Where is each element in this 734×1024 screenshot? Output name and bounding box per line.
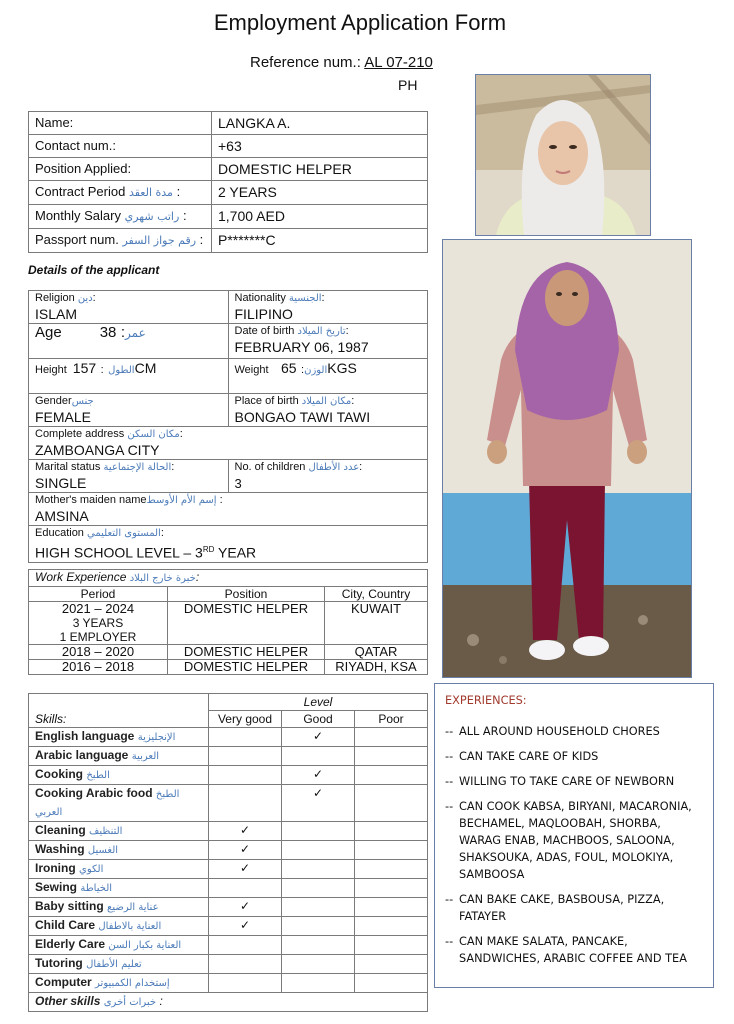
dash-bullet-icon: -- [445, 725, 454, 738]
pob-suffix: : [351, 395, 355, 407]
skill-name: Washing [35, 842, 85, 856]
reference-number: AL 07-210 [364, 54, 433, 71]
children-label: No. of children [234, 461, 306, 473]
height-cell [29, 359, 229, 394]
basic-info-table [28, 111, 428, 253]
field-label-ar: مدة العقد [128, 186, 173, 199]
skill-level-very-good [209, 936, 282, 955]
place-of-birth-cell [228, 394, 428, 427]
experience-text: ALL AROUND HOUSEHOLD CHORES [459, 725, 660, 738]
education-value [35, 541, 427, 562]
skill-name: Computer [35, 975, 92, 989]
experience-item [445, 748, 703, 765]
skill-level-good [282, 728, 355, 747]
skill-name-cell [29, 936, 209, 955]
address-value: ZAMBOANGA CITY [35, 442, 160, 458]
skill-name-ar: الإنجليزية [137, 732, 176, 743]
gender-label-ar: جنس [71, 396, 94, 407]
age-label-ar: عمر [125, 326, 146, 340]
reference-line [250, 54, 433, 71]
pob-label-ar: مكان الميلاد [301, 396, 352, 407]
skill-name-ar: الغسيل [87, 845, 119, 856]
religion-label: Religion [35, 292, 75, 304]
experiences-title: EXPERIENCES: [445, 694, 527, 707]
mother-value: AMSINA [35, 508, 89, 524]
skill-level-poor [355, 974, 428, 993]
age-value: 38 [99, 324, 117, 341]
skill-row [29, 728, 428, 747]
dash-bullet-icon: -- [445, 893, 454, 906]
skill-row [29, 766, 428, 785]
age-cell [29, 324, 229, 359]
skill-level-poor [355, 898, 428, 917]
check-mark-icon: ✓ [312, 729, 324, 743]
work-row [29, 602, 428, 645]
skill-level-good [282, 822, 355, 841]
field-suffix: : [182, 208, 187, 223]
skill-name-cell [29, 955, 209, 974]
skill-row [29, 860, 428, 879]
education-value-sup: RD [202, 545, 215, 554]
skill-row [29, 917, 428, 936]
level-good: Good [282, 711, 355, 728]
skill-level-poor [355, 785, 428, 822]
dash-bullet-icon: -- [445, 935, 454, 948]
basic-info-label [29, 229, 212, 253]
age-suffix: : [120, 324, 126, 341]
skill-name-ar: التنظيف [89, 826, 123, 837]
check-mark-icon: ✓ [239, 842, 251, 856]
work-period-duration: 3 YEARS [72, 616, 124, 630]
skill-level-poor [355, 822, 428, 841]
skill-level-very-good [209, 917, 282, 936]
weight-value: 65KGS [281, 360, 357, 376]
skill-name-ar: العناية بكبار السن [108, 940, 182, 951]
experiences-panel [434, 683, 714, 988]
gender-cell [29, 394, 229, 427]
skill-name: Child Care [35, 918, 96, 932]
skill-level-very-good [209, 822, 282, 841]
work-row [29, 645, 428, 660]
skill-name: Baby sitting [35, 899, 104, 913]
applicant-full-body-photo [442, 239, 692, 678]
weight-label-ar: الوزن [304, 365, 328, 376]
field-suffix: : [199, 232, 204, 247]
other-skills-suffix: : [159, 994, 163, 1008]
skill-name: Sewing [35, 880, 78, 894]
height-suffix: : [100, 364, 104, 376]
mother-label: Mother's maiden name [35, 494, 147, 506]
basic-info-value: P*******C [212, 229, 428, 253]
country-code: PH [398, 77, 418, 93]
work-period [29, 602, 168, 645]
work-experience-suffix: : [195, 570, 200, 584]
basic-info-row [29, 135, 428, 158]
work-experience-table [28, 569, 428, 675]
level-header: Level [209, 694, 428, 711]
skill-name-ar: عناية الرضيع [107, 902, 159, 913]
gender-value: FEMALE [35, 409, 92, 425]
basic-info-row [29, 181, 428, 205]
field-label-ar: راتب شهري [124, 210, 180, 223]
skill-level-poor [355, 860, 428, 879]
skill-name-cell [29, 898, 209, 917]
col-period: Period [29, 587, 168, 602]
col-location: City, Country [325, 587, 428, 602]
skill-name-ar: الكوي [79, 864, 104, 875]
check-mark-icon: ✓ [239, 861, 251, 875]
check-mark-icon: ✓ [239, 899, 251, 913]
work-row [29, 660, 428, 675]
skill-level-poor [355, 747, 428, 766]
basic-info-label [29, 158, 212, 181]
skill-level-good [282, 860, 355, 879]
age-label: Age [35, 324, 62, 341]
date-of-birth-cell [228, 324, 428, 359]
reference-label: Reference num.: [250, 54, 361, 71]
skill-level-good [282, 974, 355, 993]
skill-row [29, 822, 428, 841]
skill-row [29, 898, 428, 917]
education-suffix: : [160, 527, 164, 539]
work-position: DOMESTIC HELPER [168, 602, 325, 645]
skill-level-very-good [209, 747, 282, 766]
weight-label: Weight [234, 364, 269, 376]
skill-level-poor [355, 879, 428, 898]
education-label-ar: المستوى التعليمي [87, 528, 161, 539]
weight-cell [228, 359, 428, 394]
level-very-good: Very good [209, 711, 282, 728]
nationality-suffix: : [321, 292, 325, 304]
basic-info-row [29, 205, 428, 229]
mother-suffix: : [219, 494, 223, 506]
skill-name-cell [29, 785, 209, 822]
pob-value: BONGAO TAWI TAWI [234, 409, 371, 425]
basic-info-value: DOMESTIC HELPER [212, 158, 428, 181]
education-value-tail: YEAR [214, 544, 257, 561]
skill-name-cell [29, 728, 209, 747]
skill-name-cell [29, 747, 209, 766]
children-value: 3 [234, 476, 242, 491]
basic-info-row [29, 229, 428, 253]
nationality-label: Nationality [234, 292, 286, 304]
work-location: KUWAIT [325, 602, 428, 645]
applicant-portrait-photo [475, 74, 651, 236]
applicant-details-table [28, 290, 428, 563]
skill-name: Elderly Care [35, 937, 106, 951]
skill-row [29, 955, 428, 974]
skill-name-ar: تعليم الأطفال [86, 959, 142, 970]
children-label-ar: عدد الأطفال [308, 462, 360, 473]
dob-label-ar: تاريخ الميلاد [297, 326, 346, 337]
weight-suffix: : [301, 364, 305, 376]
basic-info-value: +63 [212, 135, 428, 158]
field-label-ar: رقم جواز السفر [122, 234, 197, 247]
skill-name-ar: العناية بالاطفال [98, 921, 162, 932]
skill-level-good [282, 879, 355, 898]
height-value: 157CM [72, 360, 157, 376]
skill-name-cell [29, 974, 209, 993]
mother-name-cell [29, 493, 428, 526]
dob-value: FEBRUARY 06, 1987 [234, 339, 369, 355]
religion-cell [29, 291, 229, 324]
skill-row [29, 974, 428, 993]
basic-info-label [29, 135, 212, 158]
experience-item [445, 723, 703, 740]
education-cell [29, 526, 428, 563]
skill-level-very-good [209, 955, 282, 974]
skill-name-cell [29, 766, 209, 785]
field-label: Monthly Salary [35, 208, 121, 223]
check-mark-icon: ✓ [312, 786, 324, 800]
other-skills-label-ar: خبرات أخرى [103, 997, 157, 1008]
skill-name-cell [29, 917, 209, 936]
skill-row [29, 841, 428, 860]
field-label: Contract Period [35, 184, 126, 199]
field-label: Passport num. [35, 232, 119, 247]
skill-name-cell [29, 879, 209, 898]
basic-info-label [29, 205, 212, 229]
skill-name: Ironing [35, 861, 76, 875]
skill-level-good [282, 917, 355, 936]
marital-status-cell [29, 460, 229, 493]
skill-level-very-good [209, 879, 282, 898]
portrait-image [476, 75, 650, 235]
skill-level-very-good [209, 841, 282, 860]
basic-info-value: LANGKA A. [212, 112, 428, 135]
check-mark-icon: ✓ [312, 767, 324, 781]
other-skills-label: Other skills [35, 994, 101, 1008]
full-body-image [443, 240, 691, 677]
work-experience-label: Work Experience [35, 570, 127, 584]
basic-info-value: 2 YEARS [212, 181, 428, 205]
field-label: Contact num.: [35, 138, 116, 153]
experience-text: CAN TAKE CARE OF KIDS [459, 750, 599, 763]
skill-name: Cooking [35, 767, 83, 781]
experience-item [445, 933, 703, 967]
marital-label: Marital status [35, 461, 101, 473]
basic-info-row [29, 112, 428, 135]
nationality-label-ar: الجنسية [288, 293, 322, 304]
skill-name: Cleaning [35, 823, 86, 837]
skill-level-good [282, 898, 355, 917]
skill-level-poor [355, 955, 428, 974]
address-suffix: : [179, 428, 183, 440]
skill-row [29, 936, 428, 955]
experiences-list [445, 723, 703, 967]
skill-level-good [282, 747, 355, 766]
skills-title: Skills: [29, 694, 209, 728]
experience-text: CAN COOK KABSA, BIRYANI, MACARONIA, BECHAMEL, MAQLOOBAH, SHORBA, WARAG ENAB, MACHBOOS, SALOONA, SHAKSOUKA, ADAS, FOUL, MOLOKIYA, SAMBOOSA [459, 800, 692, 881]
work-location: RIYADH, KSA [325, 660, 428, 675]
skill-level-good [282, 841, 355, 860]
skill-name: Arabic language [35, 748, 129, 762]
experience-item [445, 798, 703, 883]
height-label: Height [35, 364, 67, 376]
page-title: Employment Application Form [213, 10, 507, 35]
address-label-ar: مكان السكن [127, 429, 180, 440]
other-skills-cell [29, 993, 428, 1012]
marital-value: SINGLE [35, 475, 87, 491]
skill-name-cell [29, 860, 209, 879]
check-mark-icon: ✓ [239, 823, 251, 837]
skill-name-ar: إستخدام الكمبيوتر [95, 978, 170, 989]
work-period: 2016 – 2018 [29, 660, 168, 675]
skill-level-good [282, 936, 355, 955]
dob-label: Date of birth [234, 325, 295, 337]
marital-suffix: : [171, 461, 175, 473]
dash-bullet-icon: -- [445, 775, 454, 788]
work-location: QATAR [325, 645, 428, 660]
gender-label: Gender [35, 395, 72, 407]
basic-info-row [29, 158, 428, 181]
col-position: Position [168, 587, 325, 602]
pob-label: Place of birth [234, 395, 299, 407]
work-experience-header [29, 570, 428, 587]
skill-level-good [282, 955, 355, 974]
field-label: Name: [35, 115, 74, 130]
nationality-value: FILIPINO [234, 306, 293, 322]
skill-level-good [282, 785, 355, 822]
skill-name-ar: الخياطة [80, 883, 113, 894]
check-mark-icon: ✓ [239, 918, 251, 932]
address-label: Complete address [35, 428, 125, 440]
children-cell [228, 460, 428, 493]
religion-label-ar: دين [77, 293, 93, 304]
skill-level-very-good [209, 766, 282, 785]
details-heading: Details of the applicant [28, 263, 160, 277]
skill-level-poor [355, 728, 428, 747]
skill-row [29, 747, 428, 766]
skill-name-ar: الطبخ [86, 770, 110, 781]
skill-level-very-good [209, 898, 282, 917]
work-position: DOMESTIC HELPER [168, 645, 325, 660]
experience-text: WILLING TO TAKE CARE OF NEWBORN [459, 775, 675, 788]
experience-item [445, 773, 703, 790]
skill-name: Tutoring [35, 956, 83, 970]
field-suffix: : [176, 184, 181, 199]
work-position: DOMESTIC HELPER [168, 660, 325, 675]
work-period-range: 2021 – 2024 [61, 601, 135, 616]
children-suffix: : [359, 461, 363, 473]
other-skills-row [29, 993, 428, 1012]
skill-name-ar: العربية [131, 751, 160, 762]
skills-table [28, 693, 428, 1012]
work-period: 2018 – 2020 [29, 645, 168, 660]
basic-info-value: 1,700 AED [212, 205, 428, 229]
address-cell [29, 427, 428, 460]
skill-name-ar: الطبخ العربي [35, 789, 180, 818]
skill-level-very-good [209, 860, 282, 879]
dash-bullet-icon: -- [445, 750, 454, 763]
skill-level-very-good [209, 785, 282, 822]
experience-text: CAN MAKE SALATA, PANCAKE, SANDWICHES, ARABIC COFFEE AND TEA [459, 935, 687, 965]
mother-label-ar: إسم الأم الأوسط [146, 495, 217, 506]
education-value-main: HIGH SCHOOL LEVEL – 3 [35, 544, 203, 561]
skill-row [29, 879, 428, 898]
marital-label-ar: الحالة الإجتماعية [103, 462, 172, 473]
skill-level-very-good [209, 974, 282, 993]
skill-level-poor [355, 917, 428, 936]
level-poor: Poor [355, 711, 428, 728]
skill-level-poor [355, 936, 428, 955]
skill-level-poor [355, 841, 428, 860]
work-experience-label-ar: خبرة خارج البلاد [129, 573, 196, 584]
dash-bullet-icon: -- [445, 800, 454, 813]
field-label: Position Applied: [35, 161, 132, 176]
skill-name-cell [29, 822, 209, 841]
work-period-employers: 1 EMPLOYER [59, 630, 137, 644]
skill-level-very-good [209, 728, 282, 747]
experience-text: CAN BAKE CAKE, BASBOUSA, PIZZA, FATAYER [459, 893, 665, 923]
basic-info-label [29, 112, 212, 135]
skill-level-poor [355, 766, 428, 785]
religion-value: ISLAM [35, 306, 78, 322]
skill-row [29, 785, 428, 822]
basic-info-label [29, 181, 212, 205]
religion-suffix: : [92, 292, 96, 304]
height-label-ar: الطول [108, 365, 135, 376]
skill-name: English language [35, 729, 135, 743]
education-label: Education [35, 527, 84, 539]
experience-item [445, 891, 703, 925]
skill-name-cell [29, 841, 209, 860]
skill-level-good [282, 766, 355, 785]
dob-suffix: : [345, 325, 349, 337]
nationality-cell [228, 291, 428, 324]
skill-name: Cooking Arabic food [35, 786, 153, 800]
